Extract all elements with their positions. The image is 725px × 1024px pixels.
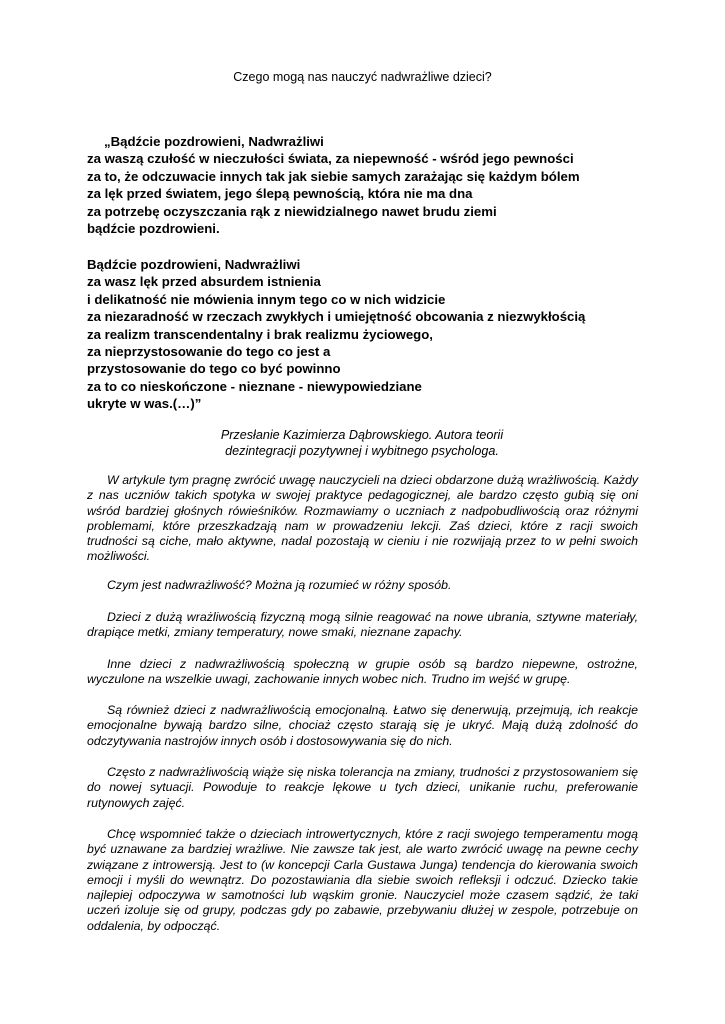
poem-line: za to, że odczuwacie innych tak jak siebie samych zarażając się każdym bólem <box>87 168 580 184</box>
paragraph-physical: Dzieci z dużą wrażliwością fizyczną mogą silnie reagować na nowe ubrania, sztywne materiały, drapiące metki, zmiany temperatury, nowe smaki, nieznane zapachy. <box>87 610 638 640</box>
poem-line: i delikatność nie mówienia innym tego co w nich widzicie <box>87 291 446 307</box>
poem-line: „Bądźcie pozdrowieni, Nadwrażliwi <box>104 134 324 149</box>
poem-line: za waszą czułość w nieczułości świata, za niepewność - wśród jego pewności <box>87 151 574 167</box>
paragraph-question: Czym jest nadwrażliwość? Można ją rozumieć w różny sposób. <box>107 578 452 592</box>
paragraph-change: Często z nadwrażliwością wiąże się niska tolerancja na zmiany, trudności z przystosowaniem się do nowej sytuacji. Powoduje to reakcje lękowe u tych dzieci, unikanie ruchu, preferowanie rutynowych zajęć. <box>87 765 638 810</box>
poem-line: za lęk przed światem, jego ślepą pewnością, która nie ma dna <box>87 186 473 202</box>
paragraph-social: Inne dzieci z nadwrażliwością społeczną w grupie osób są bardzo niepewne, ostrożne, wyczulone na wszelkie uwagi, zachowanie innych wobec nich. Trudno im wejść w grupę. <box>87 657 638 687</box>
poem-line: za realizm transcendentalny i brak realizmu życiowego, <box>87 326 433 342</box>
poem-line: za nieprzystosowanie do tego co jest a <box>87 344 331 360</box>
poem-line: ukryte w was.(…)” <box>87 396 202 412</box>
poem-line: za to co nieskończone - nieznane - niewypowiedziane <box>87 378 422 394</box>
poem-stanza-1 <box>87 133 667 237</box>
poem-line: za niezaradność w rzeczach zwykłych i umiejętność obcowania z niezwykłością <box>87 309 586 325</box>
poem-line: Bądźcie pozdrowieni, Nadwrażliwi <box>87 257 301 272</box>
paragraph-introverts: Chcę wspomnieć także o dzieciach introwertycznych, które z racji swojego temperamentu mogą być uznawane za bardziej wrażliwe. Nie zawsze tak jest, ale warto zwrócić uwagę na pewne cechy związane z introwersją. Jest to (w koncepcji Carla Gustawa Junga) tendencja do kierowania swoich emocji i myśli do wewnątrz. Do pozostawiania dla siebie swoich refleksji i odczuć. Dziecko takie najlepiej odpoczywa w samotności lub wąskim gronie. Nauczyciel może czasem sądzić, że taki uczeń izoluje się od grupy, podczas gdy po zabawie, przebywaniu dłużej w zespole, potrzebuje on oddalenia, by odpocząć. <box>87 827 638 933</box>
poem-line: przystosowanie do tego co być powinno <box>87 361 341 377</box>
paragraph-intro: W artykule tym pragnę zwrócić uwagę nauczycieli na dzieci obdarzone dużą wrażliwością. Każdy z nas uczniów takich spotyka w swojej praktyce pedagogicznej, ale bardzo często gubią się oni wśród bardziej głośnych rówieśników. Rozmawiamy o uczniach z nadpobudliwością oraz różnymi problemami, które przeszkadzają nam w prowadzeniu lekcji. Zaś dzieci, które z racji swoich trudności są ciche, mało aktywne, nadal pozostają w cieniu i nie rozwijają przez to w pełni swoich możliwości. <box>87 473 638 564</box>
document-title: Czego mogą nas nauczyć nadwrażliwe dzieci? <box>233 70 492 84</box>
citation-line: dezintegracji pozytywnej i wybitnego psychologa. <box>225 444 499 458</box>
poem-citation <box>87 427 637 459</box>
poem-line: bądźcie pozdrowieni. <box>87 221 220 237</box>
citation-line: Przesłanie Kazimierza Dąbrowskiego. Autora teorii <box>220 428 504 442</box>
poem-stanza-2 <box>87 256 667 413</box>
poem-line: za wasz lęk przed absurdem istnienia <box>87 274 321 290</box>
paragraph-emotional: Są również dzieci z nadwrażliwością emocjonalną. Łatwo się denerwują, przejmują, ich reakcje emocjonalne bywają bardzo silne, chociaż często starają się je ukryć. Mają dużą zdolność do odczytywania nastrojów innych osób i dostosowywania się do nich. <box>87 703 638 748</box>
poem-line: za potrzebę oczyszczania rąk z niewidzialnego nawet brudu ziemi <box>87 203 497 219</box>
